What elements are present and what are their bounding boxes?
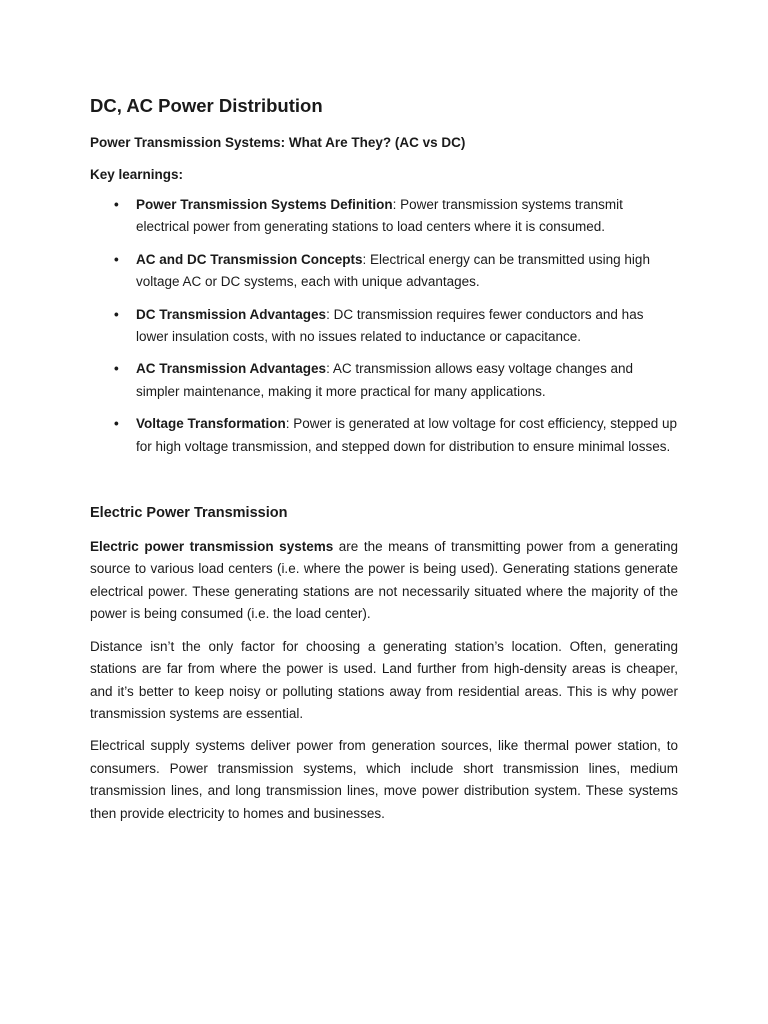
list-item	[114, 304, 678, 349]
bullet-icon: •	[114, 306, 119, 322]
body-paragraph	[90, 735, 678, 825]
body-paragraph	[90, 536, 678, 626]
section-heading: Electric Power Transmission	[90, 505, 288, 522]
key-learnings-list	[90, 194, 678, 458]
bullet-term: AC Transmission Advantages	[136, 361, 327, 377]
body-paragraph	[90, 636, 678, 726]
key-learnings-label: Key learnings:	[90, 167, 184, 182]
list-item	[114, 413, 678, 458]
bullet-icon: •	[114, 416, 119, 432]
bullet-text: : Electrical energy can be transmitted using high voltage AC or DC systems, each with unique advantages.	[136, 251, 650, 290]
bullet-text: : Power transmission systems transmit electrical power from generating stations to load centers where it is consumed.	[136, 197, 623, 235]
bullet-icon: •	[114, 197, 119, 212]
paragraph-lead: Electric power transmission systems	[90, 539, 334, 555]
bullet-icon: •	[114, 361, 119, 377]
bullet-term: Power Transmission Systems Definition	[136, 197, 393, 212]
bullet-text: : DC transmission requires fewer conductors and has lower insulation costs, with no issues related to inductance or capacitance.	[136, 306, 644, 345]
list-item	[114, 358, 678, 403]
list-item	[114, 194, 678, 239]
list-item	[114, 249, 678, 294]
bullet-text: : AC transmission allows easy voltage changes and simpler maintenance, making it more practical for many applications.	[136, 361, 633, 399]
paragraph-text: Electrical supply systems deliver power from generation sources, like thermal power station, to consumers. Power transmission systems, which include short transmission lines, medium transmission lines, and long transmission lines, move power distribution system. These systems then provide electricity to homes and businesses.	[90, 738, 678, 821]
page-subtitle: Power Transmission Systems: What Are They? (AC vs DC)	[90, 135, 466, 150]
paragraph-text: are the means of transmitting power from a generating source to various load centers (i.e. where the power is being used). Generating stations generate electrical power. These generating stations are not necessarily situated where the majority of the power is being consumed (i.e. the load center).	[90, 539, 679, 622]
page-title: DC, AC Power Distribution	[90, 95, 323, 116]
paragraph-text: Distance isn’t the only factor for choosing a generating station’s location. Often, generating stations are far from where the power is used. Land further from high-density areas is cheaper, and it’s better to keep noisy or polluting stations away from residential areas. This is why power transmission systems are essential.	[90, 638, 678, 721]
bullet-term: Voltage Transformation	[136, 416, 286, 432]
bullet-term: AC and DC Transmission Concepts	[136, 251, 363, 267]
bullet-term: DC Transmission Advantages	[136, 306, 327, 322]
bullet-icon: •	[114, 251, 119, 267]
bullet-text: : Power is generated at low voltage for cost efficiency, stepped up for high voltage transmission, and stepped down for distribution to ensure minimal losses.	[136, 416, 678, 454]
